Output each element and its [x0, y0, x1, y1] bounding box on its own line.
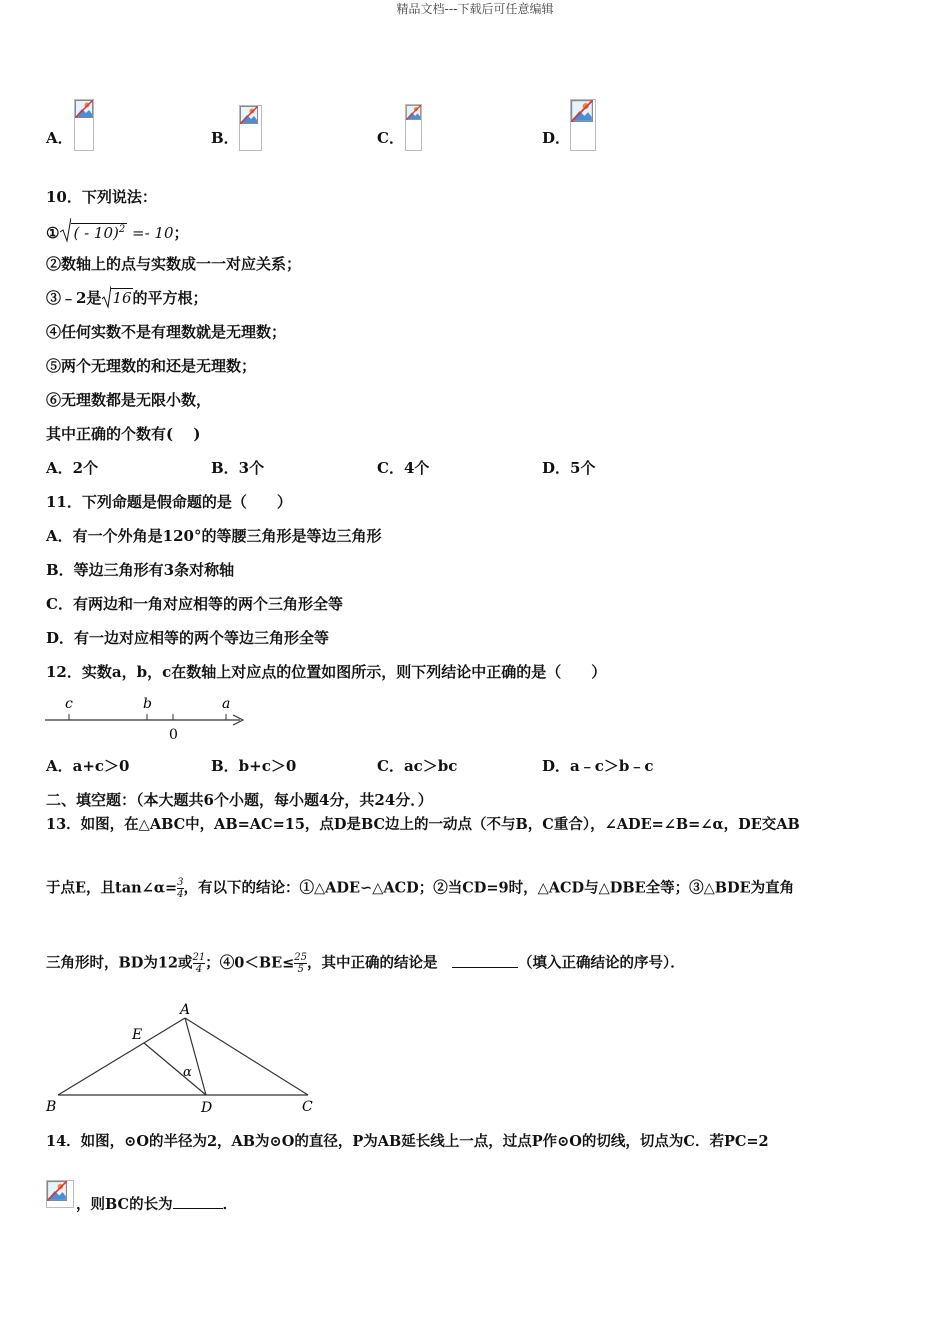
q9-option-a: A．	[46, 129, 73, 147]
q10-option-a: A．2个	[46, 459, 99, 477]
q13-line-2: 于点E，且tan∠α= $\frac{3}{4}$ ，有以下的结论：①△ADE∽△ACD；②当CD=9时，△ACD与△DBE全等；③△BDE为直角	[46, 877, 795, 900]
broken-image-icon	[240, 106, 258, 124]
label-a: A	[180, 1002, 191, 1018]
q10-option-b: B．3个	[211, 459, 265, 477]
broken-image-icon	[75, 100, 93, 118]
label-e: E	[132, 1027, 143, 1043]
sqrt-result: =- 10	[127, 224, 174, 242]
q9-option-b: B．	[211, 129, 239, 147]
q10-option-d: D．5个	[542, 459, 596, 477]
label-a: a	[222, 696, 231, 712]
q11-option-b: B．等边三角形有3条对称轴	[46, 561, 235, 579]
q9-option-b-image	[239, 105, 262, 151]
q10-option-c: C．4个	[377, 459, 430, 477]
label-b: B	[46, 1099, 57, 1115]
page-header: 精品文档---下载后可任意编辑	[396, 2, 554, 16]
q11-option-c: C．有两边和一角对应相等的两个三角形全等	[46, 595, 343, 613]
q14-line-2: ，则BC的长为 ．	[76, 1196, 238, 1213]
segment-ab	[58, 1018, 185, 1095]
q9-option-c-image	[405, 104, 422, 151]
radical-sign-icon	[101, 285, 111, 309]
sqrt-expression	[59, 220, 127, 243]
q9-option-c: C．	[377, 129, 404, 147]
q11-option-a: A．有一个外角是120°的等腰三角形是等边三角形	[46, 527, 382, 545]
segment-de	[144, 1043, 206, 1095]
broken-image-icon	[406, 105, 421, 120]
q10-stem: 10．下列说法：	[46, 188, 157, 206]
answer-blank[interactable]	[173, 1208, 223, 1209]
q12-option-b: B．b+c＞0	[211, 757, 297, 775]
q10-statement-2: ②数轴上的点与实数成一一对应关系；	[46, 255, 302, 273]
radical-sign-icon	[59, 217, 71, 243]
q10-statement-5: ⑤两个无理数的和还是无理数；	[46, 357, 257, 375]
q9-option-a-image	[74, 99, 94, 151]
q12-option-c: C．ac＞bc	[377, 757, 458, 775]
sqrt-16: 16	[101, 288, 132, 308]
q12-option-d: D．a﹣c＞b﹣c	[542, 757, 654, 775]
label-b: b	[143, 696, 152, 712]
q14-inline-image	[46, 1180, 74, 1208]
label-c: c	[65, 696, 73, 712]
label-alpha: α	[183, 1065, 192, 1080]
q10-statement-6: ⑥无理数都是无限小数，	[46, 391, 212, 409]
broken-image-icon	[47, 1181, 67, 1201]
q12-stem: 12．实数a，b，c在数轴上对应点的位置如图所示，则下列结论中正确的是（ ）	[46, 663, 607, 681]
q12-option-a: A．a+c＞0	[46, 757, 130, 775]
q9-option-d-image	[570, 99, 596, 151]
q10-statement-1	[46, 220, 189, 243]
radicand: ( - 10)$^2$	[73, 224, 126, 242]
q13-line-3: 三角形时，BD为12或 $\frac{21}{4}$ ；④0＜BE≤ $\frac{25}{5}$ ，其中正确的结论是 （填入正确结论的序号）．	[46, 952, 685, 975]
triangle-figure	[40, 998, 330, 1118]
q14-line-1: 14．如图，⊙O的半径为2，AB为⊙O的直径，P为AB延长线上一点，过点P作⊙O的切线，切点为C．若PC=2	[46, 1133, 769, 1150]
number-line-figure	[40, 690, 255, 745]
answer-blank[interactable]	[452, 967, 518, 968]
q9-option-d: D．	[542, 129, 571, 147]
label-c: C	[302, 1099, 313, 1115]
statement-mark: ①	[46, 224, 60, 242]
q13-line-1: 13．如图，在△ABC中，AB=AC=15，点D是BC边上的一动点（不与B，C重合），∠ADE=∠B=∠α，DE交AB	[46, 816, 800, 833]
q10-statement-3: ③﹣2是 16的平方根；	[46, 288, 208, 308]
q10-statement-4: ④任何实数不是有理数就是无理数；	[46, 323, 287, 341]
q10-ask: 其中正确的个数有( )	[46, 425, 201, 443]
fraction-25-5: $\frac{25}{5}$	[294, 952, 308, 975]
fraction-21-4: $\frac{21}{4}$	[192, 952, 206, 975]
statement-end: ；	[173, 224, 189, 242]
broken-image-icon	[571, 100, 593, 122]
label-d: D	[201, 1100, 213, 1116]
q11-stem: 11．下列命题是假命题的是（ ）	[46, 493, 292, 511]
label-zero: 0	[169, 727, 178, 743]
q11-option-d: D．有一边对应相等的两个等边三角形全等	[46, 629, 330, 647]
fraction-3-4: $\frac{3}{4}$	[177, 877, 184, 900]
section-2-heading: 二、填空题：（本大题共6个小题，每小题4分，共24分．）	[46, 791, 433, 809]
